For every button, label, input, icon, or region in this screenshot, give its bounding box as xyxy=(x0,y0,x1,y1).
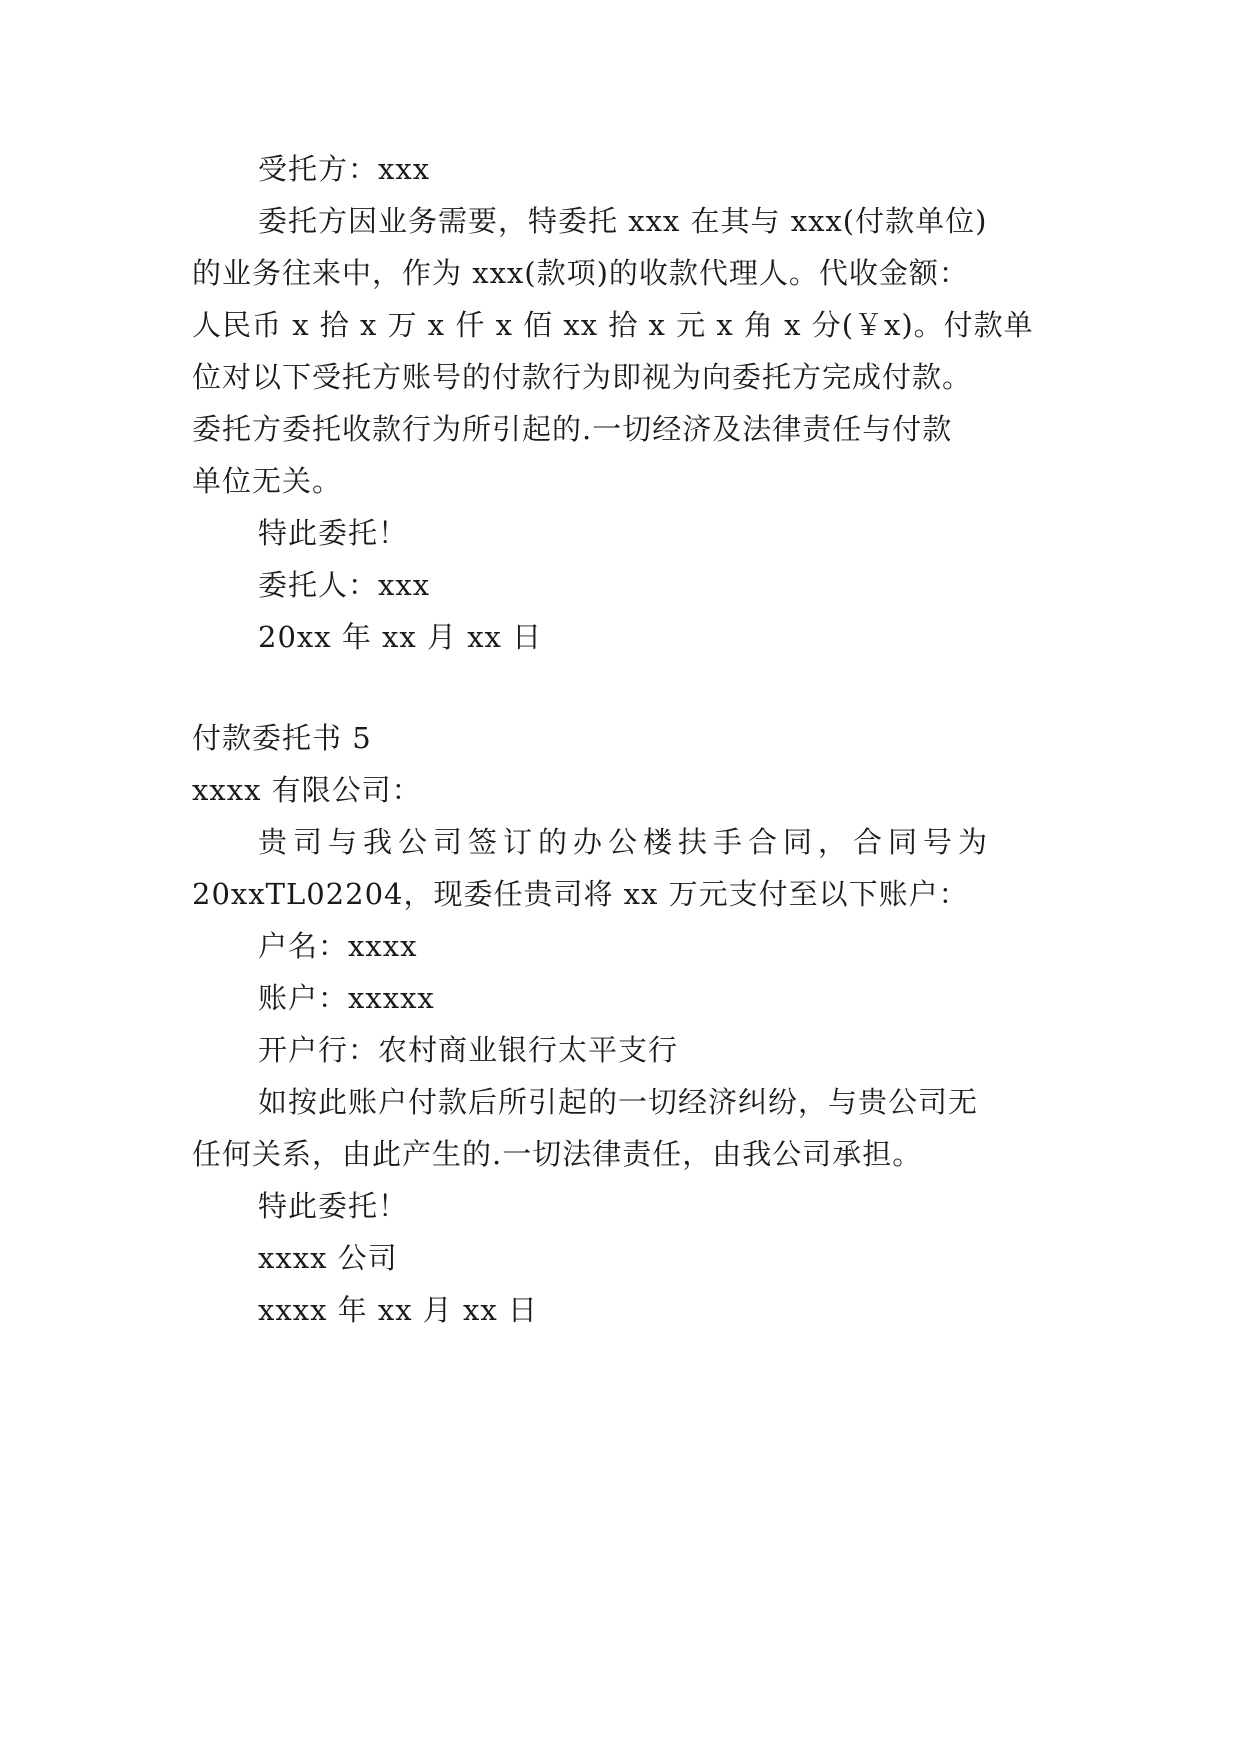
account-number-line: 账户：xxxxx xyxy=(258,981,435,1015)
intro-paragraph-line: 20xxTL02204，现委任贵司将 xx 万元支付至以下账户： xyxy=(192,877,969,911)
account-name-line: 户名：xxxx xyxy=(258,929,418,963)
date-line: 20xx 年 xx 月 xx 日 xyxy=(258,620,543,654)
date-line: xxxx 年 xx 月 xx 日 xyxy=(258,1293,538,1327)
addressee-line: xxxx 有限公司： xyxy=(192,773,422,807)
body-paragraph-line: 的业务往来中，作为 xxx(款项)的收款代理人。代收金额： xyxy=(192,256,969,290)
company-signature-line: xxxx 公司 xyxy=(258,1241,398,1275)
body-paragraph-line: 位对以下受托方账号的付款行为即视为向委托方完成付款。 xyxy=(192,360,973,394)
trustee-line: 受托方：xxx xyxy=(258,152,431,186)
disclaimer-paragraph-line: 如按此账户付款后所引起的一切经济纠纷，与贵公司无 xyxy=(258,1085,979,1119)
body-paragraph-line: 人民币 x 拾 x 万 x 仟 x 佰 xx 拾 x 元 x 角 x 分(￥x)。付款单 xyxy=(192,308,1034,342)
bank-line: 开户行：农村商业银行太平支行 xyxy=(258,1033,679,1067)
disclaimer-paragraph-line: 任何关系，由此产生的.一切法律责任，由我公司承担。 xyxy=(192,1137,923,1171)
intro-paragraph-line: 贵司与我公司签订的办公楼扶手合同，合同号为 xyxy=(258,825,994,859)
body-paragraph-line: 委托方因业务需要，特委托 xxx 在其与 xxx(付款单位) xyxy=(258,204,988,238)
closing-line: 特此委托！ xyxy=(258,1189,409,1223)
principal-signature-line: 委托人：xxx xyxy=(258,568,431,602)
closing-line: 特此委托！ xyxy=(258,516,409,550)
body-paragraph-line: 单位无关。 xyxy=(192,464,343,498)
body-paragraph-line: 委托方委托收款行为所引起的.一切经济及法律责任与付款 xyxy=(192,412,953,446)
section-title: 付款委托书 5 xyxy=(192,721,372,755)
